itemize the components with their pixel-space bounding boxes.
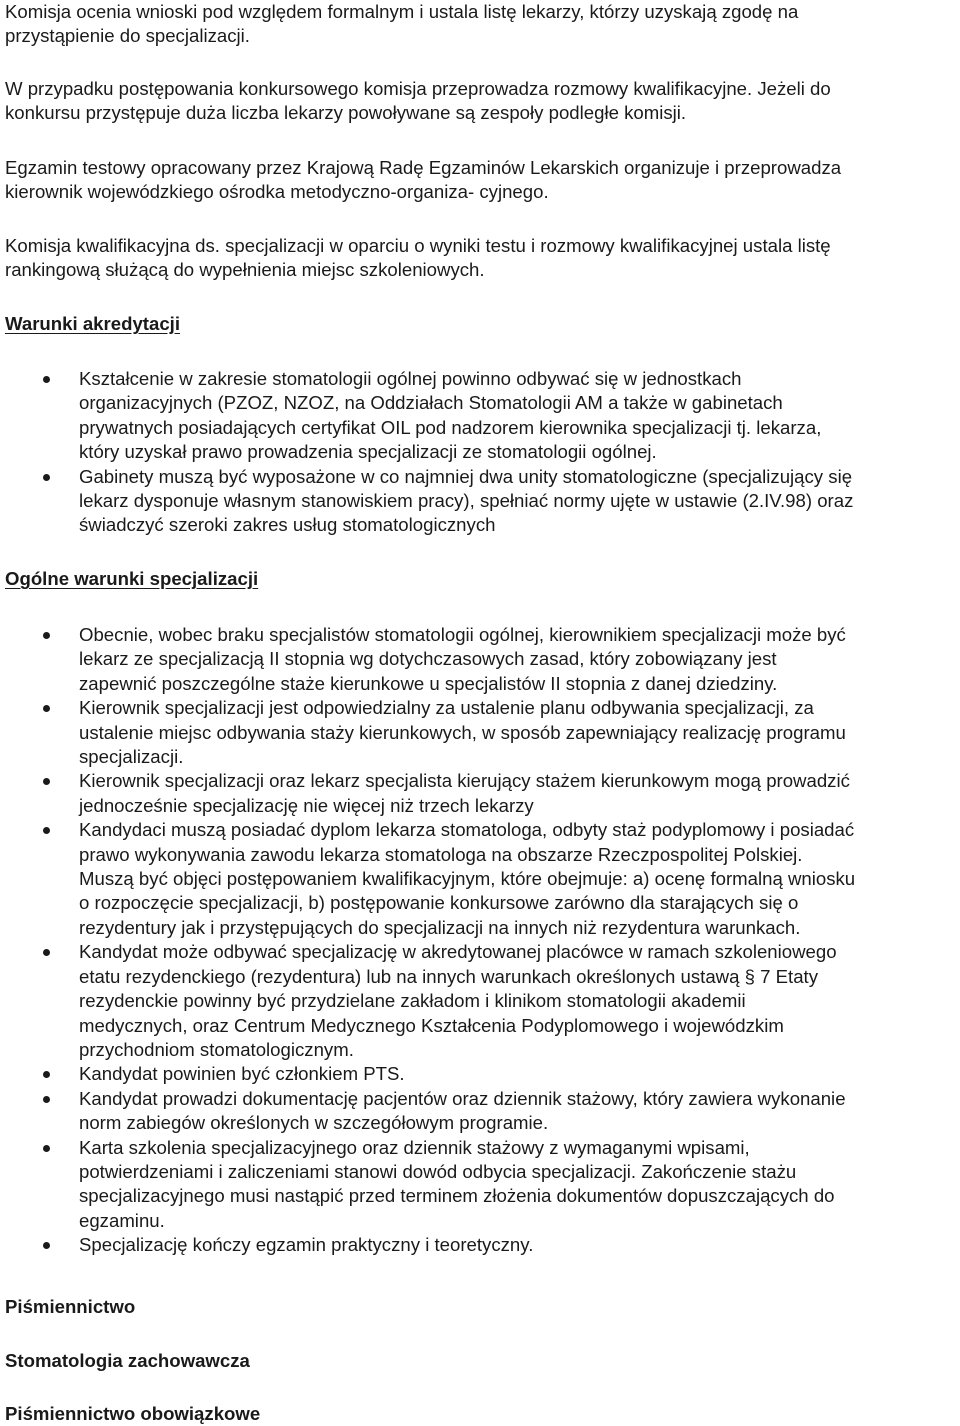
- list-item: [5, 1233, 955, 1257]
- paragraph-egzamin-testowy: Egzamin testowy opracowany przez Krajową Radę Egzaminów Lekarskich organizuje i przeprowadza kierownik wojewódzkiego ośrodka metodyczno-organiza- cyjnego.: [5, 157, 842, 203]
- list-item-text: Kandydat powinien być członkiem PTS.: [79, 1063, 405, 1085]
- list-item-text: Kandydat może odbywać specjalizację w akredytowanej placówce w ramach szkoleniowego etatu rezydenckiego (rezydentura) lub na innych warunkach określonych ustawą § 7 Etaty rezydenckie powinny być przydzielane zakładom i klinikom stomatologii akademii medycznych, oraz Centrum Medycznego Kształcenia Podyplomowego i wojewódzkim przychodniom stomatologicznym.: [79, 941, 837, 1060]
- heading-pismiennictwo-obowiazkowe: Piśmiennictwo obowiązkowe: [5, 1403, 261, 1424]
- bullet-icon: [43, 474, 50, 481]
- heading-warunki-akredytacji: Warunki akredytacji: [5, 313, 180, 334]
- list-item-text: Obecnie, wobec braku specjalistów stomatologii ogólnej, kierownikiem specjalizacji może być lekarz ze specjalizacją II stopnia wg dotychczasowych zasad, który zobowiązany jest zapewnić poszczególne staże kierunkowe u specjalistów II stopnia z danej dziedziny.: [79, 624, 846, 694]
- bullet-icon: [43, 1242, 50, 1249]
- list-item: [5, 623, 955, 696]
- list-item: [5, 940, 955, 1062]
- paragraph-komisja-ocenia: Komisja ocenia wnioski pod względem formalnym i ustala listę lekarzy, którzy uzyskają zgodę na przystąpienie do specjalizacji.: [5, 1, 799, 47]
- list-item-text: Kierownik specjalizacji oraz lekarz specjalista kierujący stażem kierunkowym mogą prowadzić jednocześnie specjalizację nie więcej niż trzech lekarzy: [79, 770, 850, 816]
- heading-pismiennictwo: Piśmiennictwo: [5, 1296, 136, 1317]
- list-item: [5, 1062, 955, 1086]
- list-item-text: Kształcenie w zakresie stomatologii ogólnej powinno odbywać się w jednostkach organizacyjnych (PZOZ, NZOZ, na Oddziałach Stomatologii AM a także w gabinetach prywatnych posiadających certyfikat OIL pod nadzorem kierownika specjalizacji tj. lekarza, który uzyskał prawo prowadzenia specjalizacji ze stomatologii ogólnej.: [79, 368, 822, 463]
- list-item: [5, 1087, 955, 1136]
- list-item-text: Kandydat prowadzi dokumentację pacjentów oraz dziennik stażowy, który zawiera wykonanie norm zabiegów określonych w szczegółowym programie.: [79, 1087, 846, 1134]
- list-item: [5, 818, 955, 940]
- list-ogolne-warunki: [5, 623, 955, 1258]
- bullet-icon: [43, 1096, 50, 1103]
- list-item-text: Kierownik specjalizacji jest odpowiedzialny za ustalenie planu odbywania specjalizacji, za ustalenie miejsc odbywania staży kierunkowych, w sposób zapewniający realizację programu specjalizacji.: [79, 697, 846, 768]
- bullet-icon: [43, 827, 50, 834]
- list-item-text: Karta szkolenia specjalizacyjnego oraz dziennik stażowy z wymaganymi wpisami, potwierdzeniami i zaliczeniami stanowi dowód odbycia specjalizacji. Zakończenie stażu specjalizacyjnego musi nastąpić przed terminem złożenia dokumentów dopuszczających do egzaminu.: [79, 1136, 835, 1231]
- bullet-icon: [43, 778, 50, 785]
- list-item: [5, 769, 955, 818]
- paragraph-postepowanie-konkursowe: W przypadku postępowania konkursowego komisja przeprowadza rozmowy kwalifikacyjne. Jeżeli do konkursu przystępuje duża liczba lekarzy powoływane są zespoły podległe komisji.: [5, 78, 831, 124]
- list-item: [5, 465, 955, 538]
- list-item: [5, 367, 955, 465]
- list-item: [5, 1136, 955, 1234]
- bullet-icon: [43, 705, 50, 712]
- bullet-icon: [43, 1071, 50, 1078]
- bullet-icon: [43, 376, 50, 383]
- list-item: [5, 696, 955, 769]
- bullet-icon: [43, 949, 50, 956]
- list-item-text: Gabinety muszą być wyposażone w co najmniej dwa unity stomatologiczne (specjalizujący się lekarz dysponuje własnym stanowiskiem pracy), spełniać normy ujęte w ustawie (2.IV.98) oraz świadczyć szeroki zakres usług stomatologicznych: [79, 465, 854, 536]
- bullet-icon: [43, 632, 50, 639]
- list-warunki-akredytacji: [5, 367, 955, 538]
- heading-stomatologia-zachowawcza: Stomatologia zachowawcza: [5, 1350, 250, 1371]
- paragraph-komisja-kwalifikacyjna: Komisja kwalifikacyjna ds. specjalizacji w oparciu o wyniki testu i rozmowy kwalifikacyjnej ustala listę rankingową służącą do wypełnienia miejsc szkoleniowych.: [5, 235, 831, 281]
- list-item-text: Specjalizację kończy egzamin praktyczny i teoretyczny.: [79, 1234, 534, 1256]
- list-item-text: Kandydaci muszą posiadać dyplom lekarza stomatologa, odbyty staż podyplomowy i posiadać prawo wykonywania zawodu lekarza stomatologa na obszarze Rzeczpospolitej Polskiej. Muszą być objęci postępowaniem kwalifikacyjnym, które obejmuje: a) ocenę formalną wniosku o rozpoczęcie specjalizacji, b) postępowanie konkursowe zarówno dla starających się o rezydentury jak i przystępujących do specjalizacji na innych niż rezydentura warunkach.: [79, 819, 856, 938]
- heading-ogolne-warunki: Ogólne warunki specjalizacji: [5, 568, 259, 589]
- bullet-icon: [43, 1145, 50, 1152]
